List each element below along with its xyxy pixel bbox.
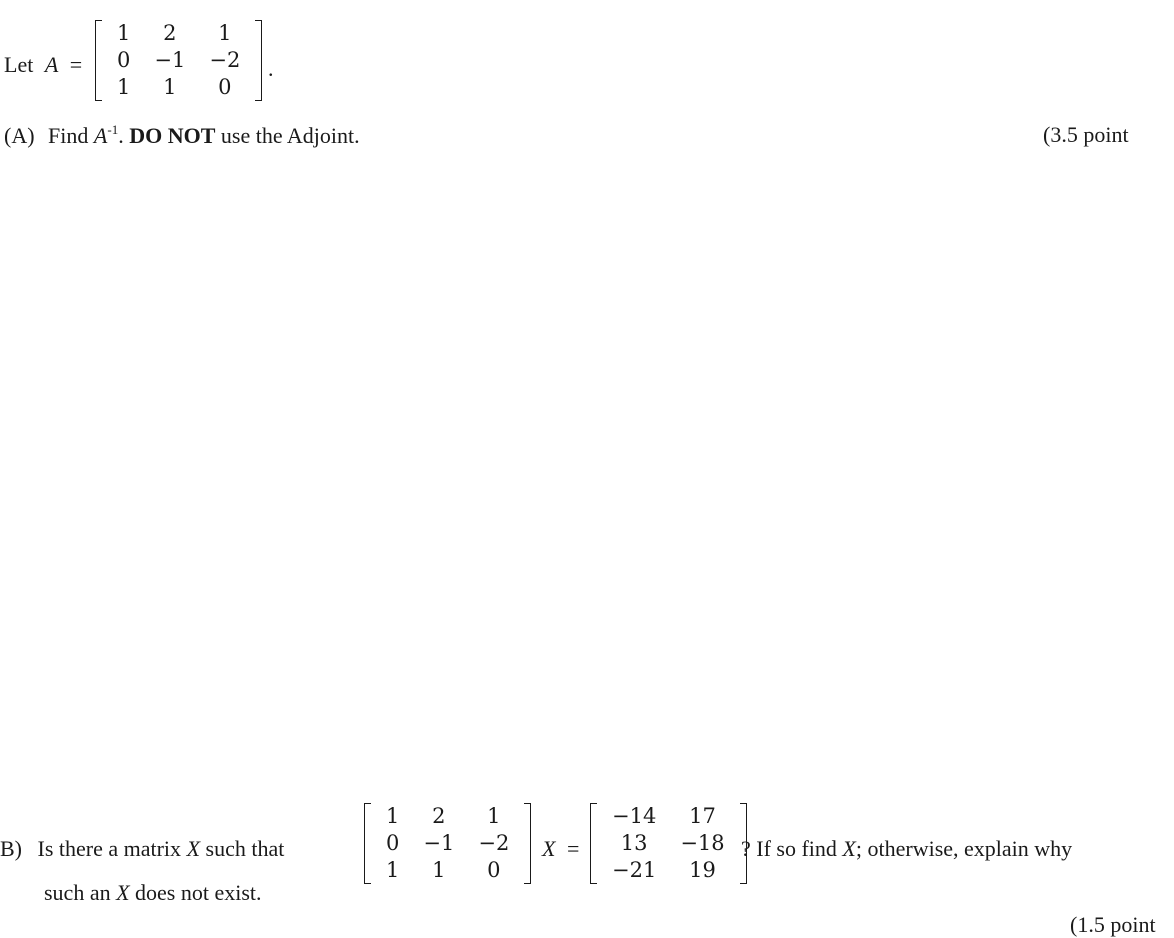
part-b-line2-post: does not exist. — [135, 880, 262, 905]
matrix-a-table — [105, 20, 252, 101]
matrix-row — [600, 803, 737, 830]
matrix-a-b-table — [374, 803, 521, 884]
part-b-variable: X — [186, 836, 201, 861]
part-b-equation — [542, 836, 579, 862]
matrix-b — [590, 803, 747, 884]
intro-period: . — [268, 56, 274, 81]
matrix-cell: 1 — [386, 804, 400, 828]
matrix-cell: 2 — [163, 21, 177, 45]
part-a-label: (A) — [4, 123, 35, 148]
part-a-exponent: -1 — [107, 122, 119, 137]
part-b-variable-2: X — [842, 836, 856, 861]
matrix-row — [374, 830, 521, 857]
matrix-cell: −2 — [209, 48, 241, 72]
part-b-line2-pre: such an — [44, 880, 111, 905]
part-a-sep: . — [118, 123, 124, 148]
matrix-row — [600, 857, 737, 884]
matrix-cell: 0 — [218, 75, 232, 99]
part-b-label: B) — [0, 836, 22, 861]
part-b-equals: = — [566, 836, 580, 861]
matrix-row — [374, 857, 521, 884]
part-a-find: Find — [48, 123, 89, 148]
intro-equals: = — [69, 52, 83, 77]
part-b-question-end — [741, 836, 1072, 862]
matrix-cell: −21 — [612, 858, 657, 882]
intro-let-word: Let — [4, 52, 34, 77]
part-b-line-2 — [44, 880, 262, 906]
matrix-cell: 2 — [432, 804, 446, 828]
intro-variable: A — [44, 52, 59, 77]
matrix-cell: 1 — [432, 858, 446, 882]
part-b-variable-3: X — [116, 880, 130, 905]
part-a-points: (3.5 point — [1043, 122, 1129, 147]
matrix-row — [105, 47, 252, 74]
intro-let — [4, 52, 82, 78]
matrix-cell: 1 — [117, 75, 131, 99]
matrix-cell: 13 — [620, 831, 648, 855]
part-b-text3-rest: ; otherwise, explain why — [855, 836, 1073, 861]
matrix-cell: 0 — [117, 48, 131, 72]
matrix-cell: 19 — [689, 858, 716, 882]
part-b-eq-variable: X — [542, 836, 556, 861]
matrix-cell: 1 — [117, 21, 131, 45]
matrix-cell: 1 — [218, 21, 232, 45]
matrix-cell: −1 — [154, 48, 186, 72]
matrix-row — [374, 803, 521, 830]
part-b-text3: ? If so find — [741, 836, 837, 861]
matrix-cell: 0 — [386, 831, 400, 855]
matrix-row — [600, 830, 737, 857]
part-a-rest: use the Adjoint. — [220, 123, 360, 148]
matrix-b-table — [600, 803, 737, 884]
part-b-text1: Is there a matrix — [37, 836, 182, 861]
matrix-cell: 17 — [689, 804, 716, 828]
matrix-row — [105, 74, 252, 101]
part-b-points: (1.5 point — [1070, 912, 1156, 937]
matrix-row — [105, 20, 252, 47]
matrix-cell: −1 — [423, 831, 455, 855]
matrix-a-intro — [95, 20, 262, 101]
matrix-cell: 1 — [386, 858, 400, 882]
matrix-cell: −2 — [478, 831, 510, 855]
part-b-question-start — [0, 836, 284, 862]
matrix-cell: 1 — [487, 804, 501, 828]
matrix-cell: −18 — [680, 831, 725, 855]
part-b-text2: such that — [205, 836, 285, 861]
matrix-cell: 1 — [163, 75, 177, 99]
matrix-a-part-b — [364, 803, 531, 884]
matrix-cell: 0 — [487, 858, 501, 882]
matrix-cell: −14 — [612, 804, 657, 828]
part-a-warning: DO NOT — [129, 123, 216, 148]
part-a-question — [4, 122, 360, 149]
part-a-variable: A — [93, 123, 108, 148]
